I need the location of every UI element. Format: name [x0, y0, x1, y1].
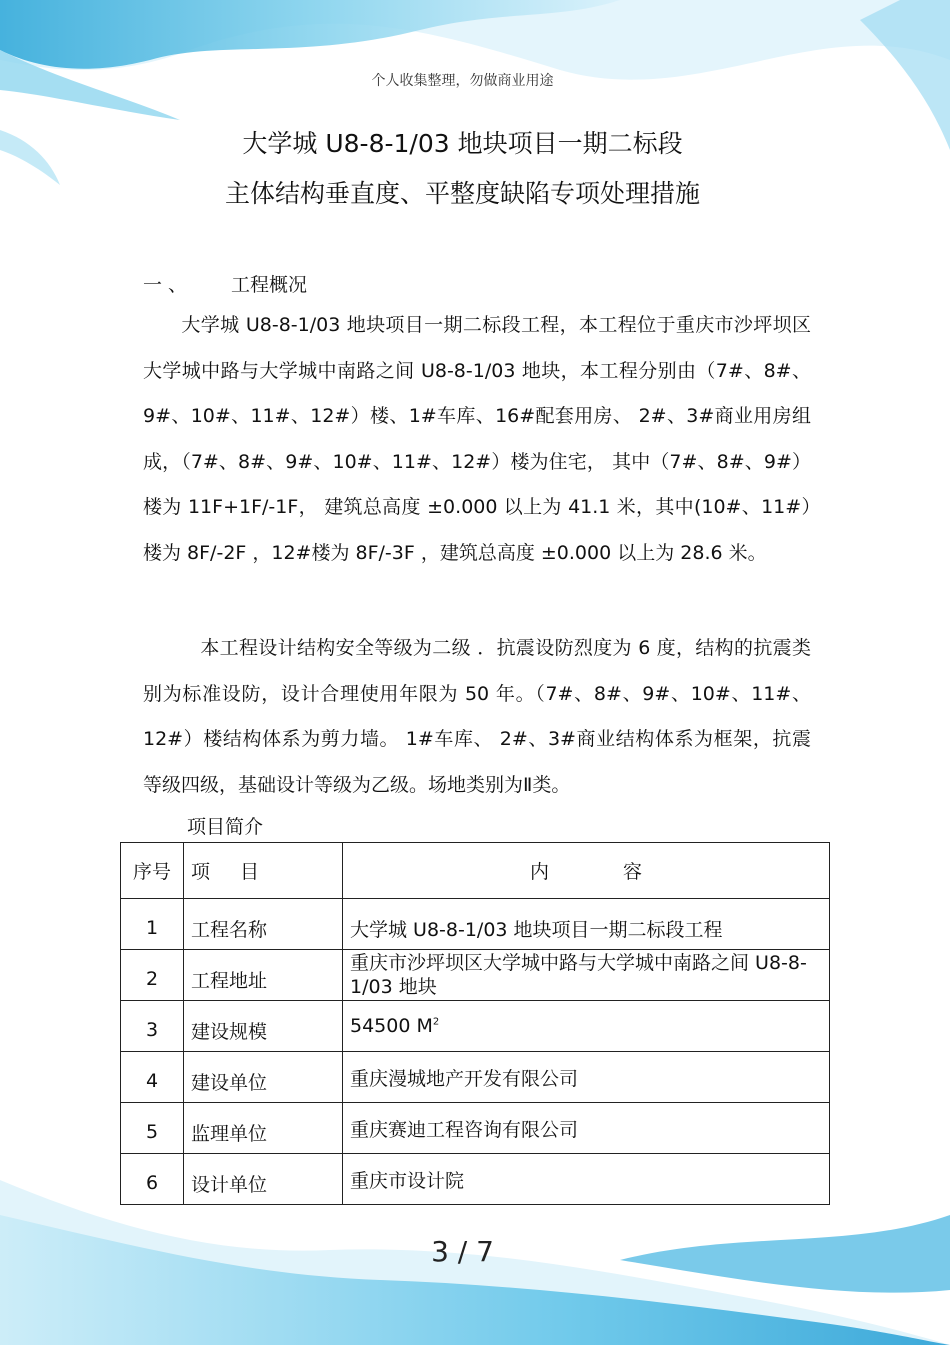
section-number: 一 、	[143, 274, 188, 296]
row-item: 工程名称	[191, 918, 268, 941]
document-title-line-1: 大学城 U8-8-1/03 地块项目一期二标段	[242, 129, 683, 158]
row-content: 重庆赛迪工程咨询有限公司	[350, 1118, 579, 1141]
header-watermark: 个人收集整理，勿做商业用途	[371, 73, 554, 89]
paragraph-structure-text: 本工程设计结构安全等级为二级 ．抗震设防烈度为 6 度，结构的抗震类别为标准设防，设计合理使用年限为 50 年。（7#、8#、9#、10#、11#、12#）楼结构体系为剪力墙。 1#车库、 2#、3#商业结构体系为框架，抗震等级四级，基础设计等级为乙级。场地类别为Ⅱ类。	[143, 637, 811, 796]
header-item	[184, 843, 343, 899]
header-num: 序号	[121, 843, 184, 899]
table-caption: 项目简介	[187, 816, 264, 838]
table-row	[121, 1103, 830, 1154]
section-heading	[143, 270, 307, 297]
row-item: 设计单位	[191, 1173, 268, 1196]
row-num: 6	[145, 1172, 159, 1194]
row-content: 重庆漫城地产开发有限公司	[350, 1067, 579, 1090]
table-row	[121, 950, 830, 1001]
row-item: 监理单位	[191, 1122, 268, 1145]
table-row	[121, 1001, 830, 1052]
row-content: 重庆市沙坪坝区大学城中路与大学城中南路之间 U8-8-1/03 地块	[350, 952, 807, 998]
header-content	[343, 843, 830, 899]
superscript-squared: 2	[432, 1016, 440, 1028]
table-row	[121, 1052, 830, 1103]
header-content-part-a: 内	[529, 861, 549, 883]
row-num: 4	[145, 1070, 159, 1092]
paragraph-overview	[143, 303, 811, 576]
row-num: 3	[145, 1019, 159, 1041]
row-num: 1	[145, 917, 159, 939]
row-content: 重庆市设计院	[350, 1169, 465, 1192]
page-number: 3 / 7	[431, 1235, 494, 1268]
paragraph-overview-text: 大学城 U8-8-1/03 地块项目一期二标段工程，本工程位于重庆市沙坪坝区大学城中路与大学城中南路之间 U8-8-1/03 地块，本工程分别由（7#、8#、9#、10#、11#、12#）楼、1#车库、16#配套用房、 2#、3#商业用房组成，（7#、8#、9#、10#、11#、12#）楼为住宅， 其中（7#、8#、9#）楼为 11F+1F/-1F， 建筑总高度 ±0.000 以上为 41.1 米，其中(10#、11#）楼为 8F/-2F ，12#楼为 8F/-3F ，建筑总高度 ±0.000 以上为 28.6 米。	[143, 314, 811, 564]
row-content: 54500 M	[350, 1015, 433, 1037]
row-num: 5	[145, 1121, 159, 1143]
row-item: 工程地址	[191, 969, 268, 992]
row-item: 建设规模	[191, 1020, 268, 1043]
header-item-part-a: 项	[191, 861, 211, 883]
row-item: 建设单位	[191, 1071, 268, 1094]
header-item-part-b: 目	[240, 861, 260, 883]
table-header-row	[121, 843, 830, 899]
project-info-table	[120, 842, 830, 1205]
table-row	[121, 1154, 830, 1205]
section-title: 工程概况	[231, 274, 308, 296]
document-title-line-2: 主体结构垂直度、平整度缺陷专项处理措施	[224, 179, 700, 208]
table-row	[121, 899, 830, 950]
row-num: 2	[145, 968, 159, 990]
row-content: 大学城 U8-8-1/03 地块项目一期二标段工程	[350, 918, 723, 941]
paragraph-structure	[143, 626, 811, 808]
header-content-part-b: 容	[623, 861, 643, 883]
